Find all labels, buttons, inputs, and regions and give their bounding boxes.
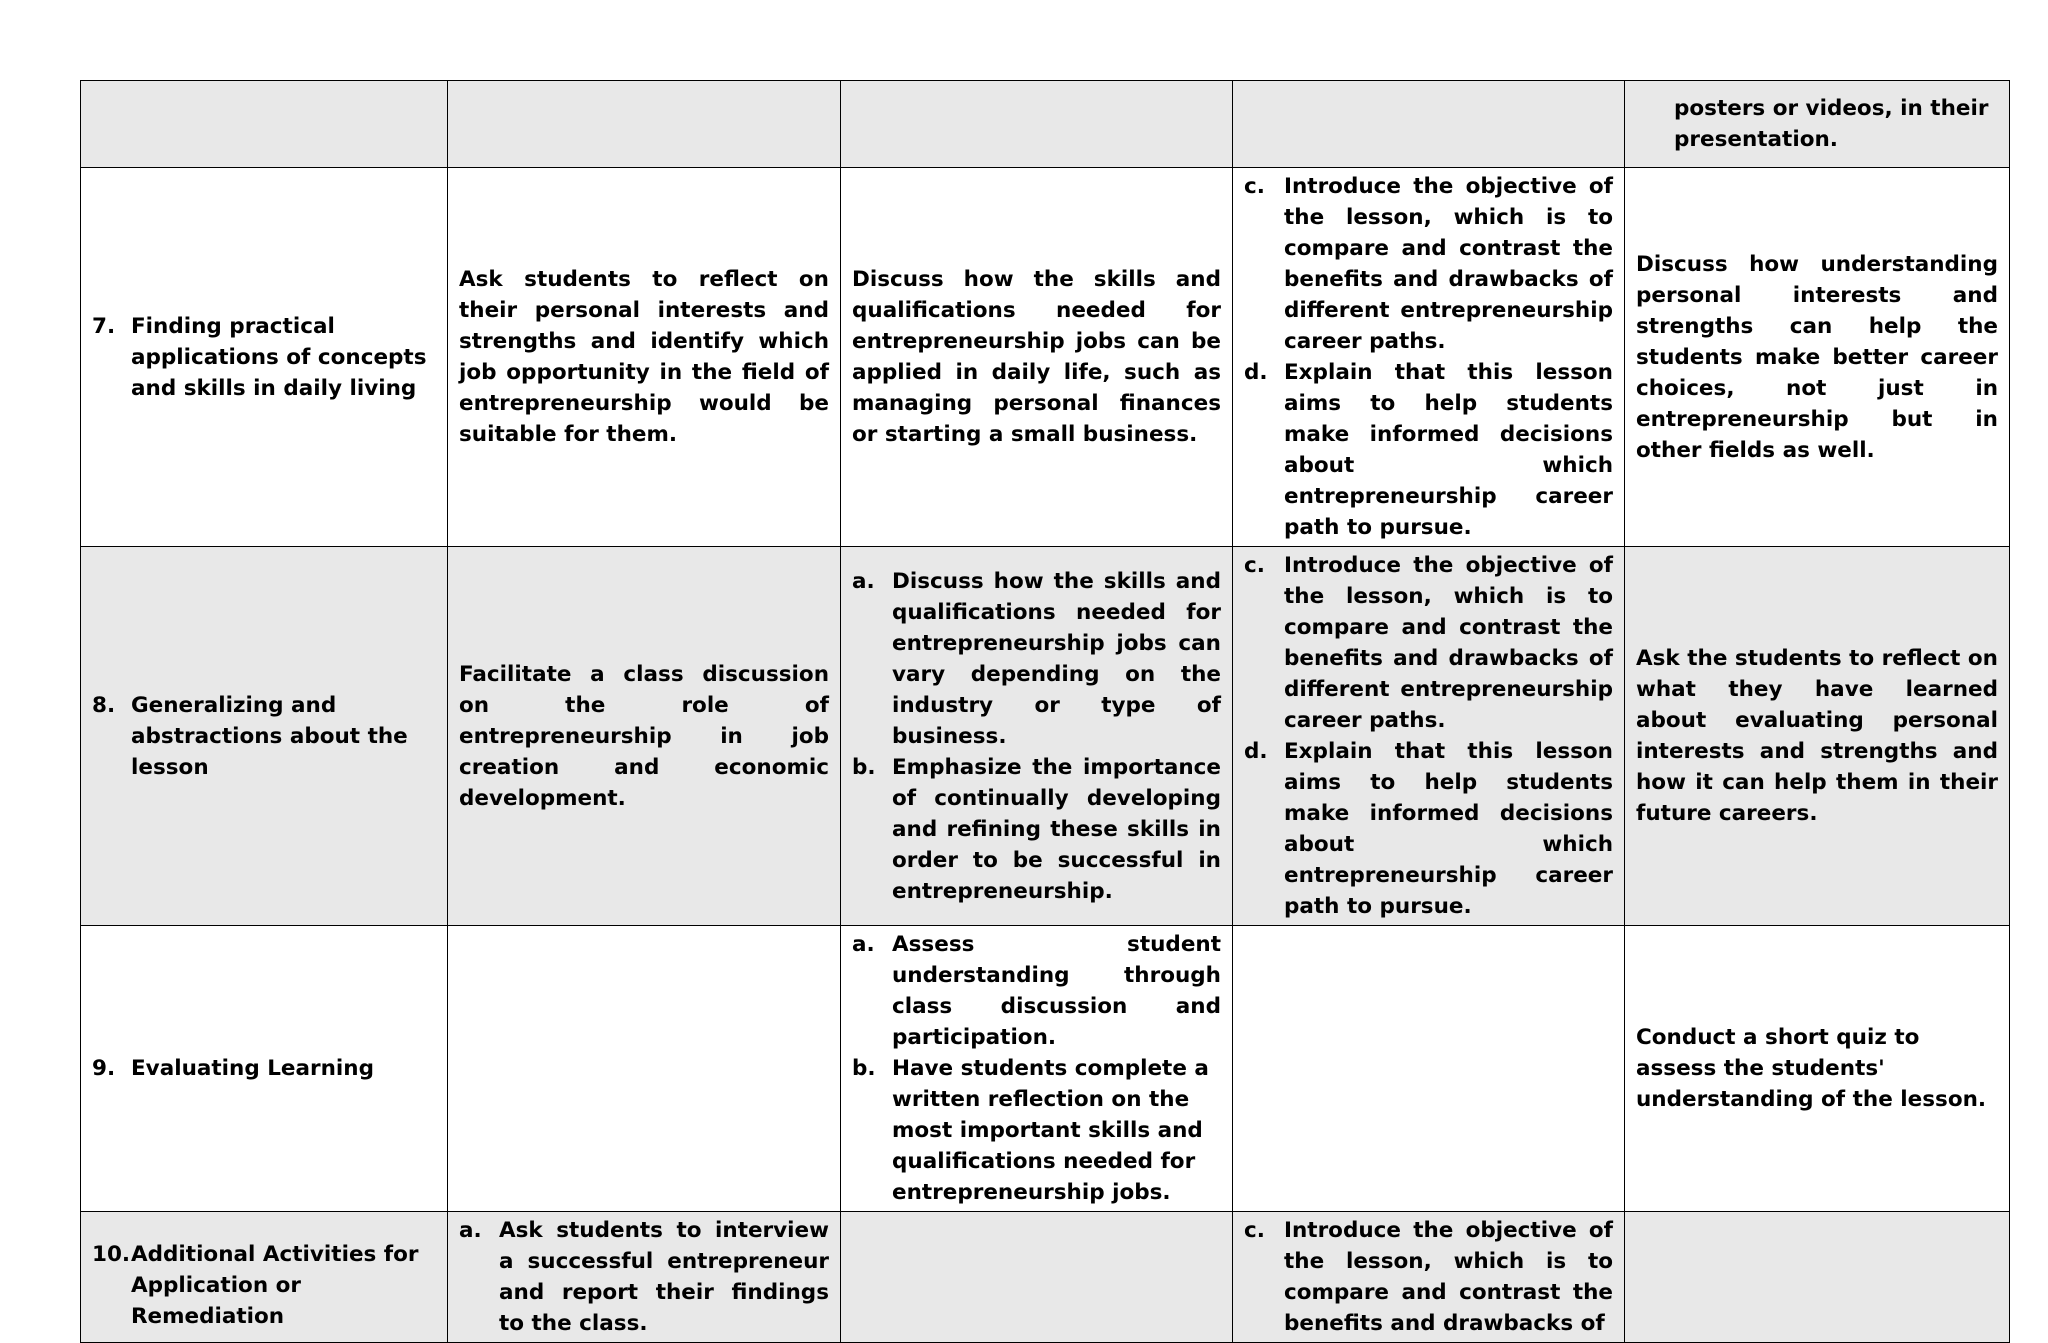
list-item: a. Discuss how the skills and qualifications needed for entrepreneurship jobs can vary depending on the industry or type of business. bbox=[852, 568, 1221, 749]
row9-number: 9. bbox=[92, 1056, 116, 1081]
list-item: b. Emphasize the importance of continually developing and refining these skills in order to be successful in entrepreneurship. bbox=[852, 754, 1221, 904]
cell-row-continued-col3 bbox=[841, 81, 1233, 168]
table-row-10 bbox=[81, 1212, 2010, 1343]
cell-row7-col2: Ask students to reflect on their personal interests and strengths and identify which job opportunity in the field of entrepreneurship would be suitable for them. bbox=[448, 168, 841, 547]
cell-row8-col2: Facilitate a class discussion on the role of entrepreneurship in job creation and economic development. bbox=[448, 547, 841, 926]
cell-row10-col3 bbox=[841, 1212, 1233, 1343]
list-item: a. Ask students to interview a successful entrepreneur and report their findings to the class. bbox=[459, 1218, 829, 1336]
row8-procedure-text: Generalizing and abstractions about the lesson bbox=[131, 692, 408, 780]
cell-row10-procedure bbox=[81, 1212, 448, 1343]
list-item: c. Introduce the objective of the lesson, which is to compare and contrast the benefits and drawbacks of bbox=[1244, 1218, 1613, 1336]
row9-procedure-text: Evaluating Learning bbox=[131, 1056, 374, 1081]
row7-procedure-text: Finding practical applications of concepts and skills in daily living bbox=[131, 313, 427, 401]
cell-row7-col3: Discuss how the skills and qualifications needed for entrepreneurship jobs can be applied in daily life, such as managing personal finances or starting a small business. bbox=[841, 168, 1233, 547]
list-item: b. Have students complete a written reflection on the most important skills and qualifications needed for entrepreneurship jobs. bbox=[852, 1056, 1209, 1205]
list-item: d. Explain that this lesson aims to help students make informed decisions about which entrepreneurship career path to pursue. bbox=[1244, 360, 1613, 540]
continued-text: posters or videos, in their presentation. bbox=[1674, 96, 1989, 152]
list-item: a. Assess student understanding through class discussion and participation. bbox=[852, 932, 1221, 1050]
cell-row8-col4 bbox=[1233, 547, 1625, 926]
list-item: c. Introduce the objective of the lesson, which is to compare and contrast the benefits and drawbacks of different entrepreneurship career paths. bbox=[1244, 174, 1613, 354]
cell-row-continued-col4 bbox=[1233, 81, 1625, 168]
cell-row-continued-col2 bbox=[448, 81, 841, 168]
table-row-7 bbox=[81, 168, 2010, 547]
cell-row10-col2 bbox=[448, 1212, 841, 1343]
cell-row7-col5: Discuss how understanding personal interests and strengths can help the students make better career choices, not just in entrepreneurship but in other fields as well. bbox=[1625, 168, 2010, 547]
table-row-continued bbox=[81, 81, 2010, 168]
cell-row9-col2 bbox=[448, 926, 841, 1212]
table-row-8 bbox=[81, 547, 2010, 926]
cell-row9-procedure bbox=[81, 926, 448, 1212]
cell-row-continued-col5 bbox=[1625, 81, 2010, 168]
row8-number: 8. bbox=[92, 692, 116, 718]
cell-row7-procedure bbox=[81, 168, 448, 547]
list-item: c. Introduce the objective of the lesson, which is to compare and contrast the benefits and drawbacks of different entrepreneurship career paths. bbox=[1244, 553, 1613, 733]
cell-row8-col3 bbox=[841, 547, 1233, 926]
lesson-plan-table bbox=[80, 80, 2010, 1343]
cell-row9-col3 bbox=[841, 926, 1233, 1212]
cell-row8-col5: Ask the students to reflect on what they have learned about evaluating personal interests and strengths and how it can help them in their future careers. bbox=[1625, 547, 2010, 926]
list-item: d. Explain that this lesson aims to help students make informed decisions about which entrepreneurship career path to pursue. bbox=[1244, 739, 1613, 919]
cell-row9-col4 bbox=[1233, 926, 1625, 1212]
cell-row10-col4 bbox=[1233, 1212, 1625, 1343]
cell-row10-col5 bbox=[1625, 1212, 2010, 1343]
cell-row7-col4 bbox=[1233, 168, 1625, 547]
row10-number: 10. bbox=[92, 1241, 131, 1267]
cell-row8-procedure bbox=[81, 547, 448, 926]
cell-row-continued-procedure bbox=[81, 81, 448, 168]
cell-row9-col5: Conduct a short quiz to assess the students' understanding of the lesson. bbox=[1625, 926, 2010, 1212]
row7-number: 7. bbox=[92, 313, 116, 339]
row10-procedure-text: Additional Activities for Application or Remediation bbox=[131, 1241, 419, 1329]
table-row-9 bbox=[81, 926, 2010, 1212]
